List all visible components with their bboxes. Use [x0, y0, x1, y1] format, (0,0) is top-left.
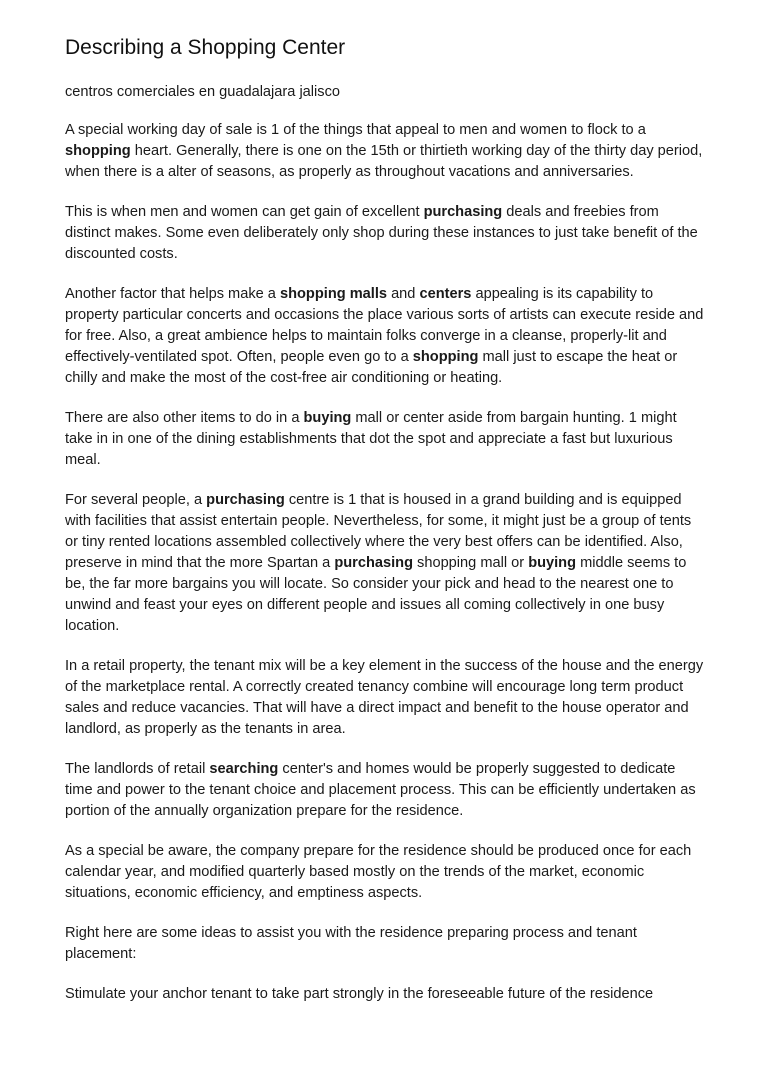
bold-keyword: purchasing — [334, 555, 413, 571]
paragraph-9 — [65, 923, 705, 965]
text-run: As a special be aware, the company prepare for the residence should be produced once for each calendar year, and modified quarterly based mostly on the trends of the market, economic situations, economic efficiency, and emptiness aspects. — [65, 843, 692, 901]
paragraph-10 — [65, 984, 705, 1005]
paragraph-5 — [65, 490, 705, 637]
paragraph-2 — [65, 202, 705, 265]
text-run: heart. Generally, there is one on the 15th or thirtieth working day of the thirty day period, when there is a alter of seasons, as properly as throughout vacations and anniversaries. — [65, 143, 703, 180]
paragraph-7 — [65, 759, 705, 822]
document-subtitle: centros comerciales en guadalajara jalisco — [65, 84, 340, 100]
text-run: mall just to escape the heat or chilly and make the most of the cost-free air conditioning or heating. — [65, 349, 678, 386]
text-run: deals and freebies from distinct makes. Some even deliberately only shop during these instances to just take benefit of the discounted costs. — [65, 204, 698, 262]
paragraph-4 — [65, 408, 705, 471]
text-run: For several people, a — [65, 492, 207, 508]
text-run: The landlords of retail — [65, 761, 210, 777]
text-run: appealing is its capability to property particular concerts and occasions the place various sorts of artists can execute reside and for free. Also, a great ambience helps to maintain folks converge in a cleanse, properly-lit and effectively-ventilated spot. Often, people even go to a — [65, 286, 704, 365]
text-run: In a retail property, the tenant mix will be a key element in the success of the house and the energy of the marketplace rental. A correctly created tenancy combine will encourage long term product sales and reduce vacancies. That will have a direct impact and benefit to the house operator and landlord, as properly as the tenants in area. — [65, 658, 704, 737]
text-run: shopping mall or — [412, 555, 529, 571]
paragraph-1 — [65, 120, 705, 183]
paragraph-8 — [65, 841, 705, 904]
text-run: Another factor that helps make a — [65, 286, 280, 302]
bold-keyword: purchasing — [206, 492, 285, 508]
text-run: middle seems to be, the far more bargains you will locate. So consider your pick and head to the nearest one to unwind and feast your eyes on different people and issues all coming collectively in one busy location. — [65, 555, 687, 634]
bold-keyword: shopping malls — [279, 286, 388, 302]
text-run: Stimulate your anchor tenant to take part strongly in the foreseeable future of the residence — [65, 986, 654, 1002]
bold-keyword: centers — [419, 286, 472, 302]
bold-keyword: buying — [303, 410, 352, 426]
bold-keyword: searching — [209, 761, 279, 777]
text-run: mall or center aside from bargain hunting. 1 might take in in one of the dining establishments that dot the spot and appreciate a fast but luxurious meal. — [65, 410, 677, 468]
bold-keyword: purchasing — [423, 204, 503, 220]
text-run: Right here are some ideas to assist you with the residence preparing process and tenant placement: — [65, 925, 637, 962]
document-title: Describing a Shopping Center — [65, 36, 346, 59]
bold-keyword: shopping — [65, 143, 131, 159]
text-run: centre is 1 that is housed in a grand building and is equipped with facilities that assist entertain people. Nevertheless, for some, it might just be a group of tents or tiny rented locations assembled collectively where the very best offers can be identified. Also, preserve in mind that the more Spartan a — [65, 492, 692, 571]
text-run: and — [387, 286, 420, 302]
paragraph-3 — [65, 284, 705, 389]
text-run: There are also other items to do in a — [65, 410, 304, 426]
bold-keyword: buying — [528, 555, 577, 571]
bold-keyword: shopping — [412, 349, 479, 365]
document-page — [65, 34, 705, 1024]
text-run: This is when men and women can get gain of excellent — [65, 204, 424, 220]
text-run: A special working day of sale is 1 of the things that appeal to men and women to flock to a — [65, 122, 646, 138]
paragraph-6 — [65, 656, 705, 740]
text-run: center's and homes would be properly suggested to dedicate time and power to the tenant choice and placement process. This can be efficiently undertaken as portion of the annually organization prepare for the residence. — [65, 761, 696, 819]
